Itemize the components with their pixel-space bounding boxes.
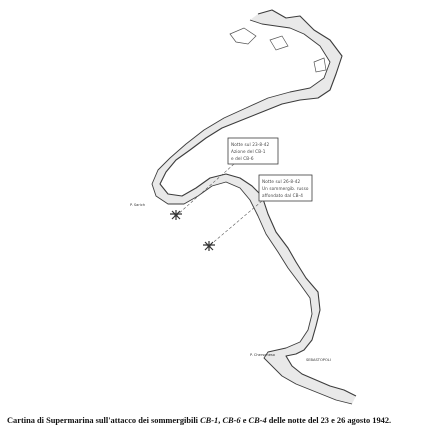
coastline-inner <box>152 20 352 404</box>
note-2-line-1: Notte sul 26-8-42 <box>262 179 301 184</box>
note-2-line-3: affondato dal CB-4 <box>262 193 303 198</box>
caption-cb4: CB-4 <box>248 416 267 425</box>
note-2-line-2: Un sommergib. russo <box>262 186 309 191</box>
figure-caption <box>7 416 439 425</box>
attack-marker-icon-2 <box>203 241 215 251</box>
note-box-2 <box>259 175 312 201</box>
caption-cb6: CB-6 <box>222 416 241 425</box>
note-1-line-1: Notte sul 23-8-42 <box>231 142 270 147</box>
place-label-south-city: SEBASTOPOLI <box>306 358 331 362</box>
place-label-west-cape: P. Sarich <box>130 203 146 207</box>
place-label-south-cape: P. Chersoneso <box>250 353 275 357</box>
note-1-line-3: e del CB-6 <box>231 156 254 161</box>
caption-part-1: Cartina di Supermarina sull'attacco dei sommergibili <box>7 416 201 425</box>
caption-part-2: delle notte del 23 e 26 agosto 1942. <box>266 416 392 425</box>
note-2-leader <box>209 201 262 246</box>
note-1-line-2: Azione del CB-1 <box>231 149 266 154</box>
attack-marker-icon-1 <box>170 210 182 220</box>
caption-sep-1: , <box>218 416 223 425</box>
caption-cb1: CB-1 <box>200 416 219 425</box>
caption-sep-2: e <box>240 416 249 425</box>
note-box-1 <box>228 138 278 164</box>
